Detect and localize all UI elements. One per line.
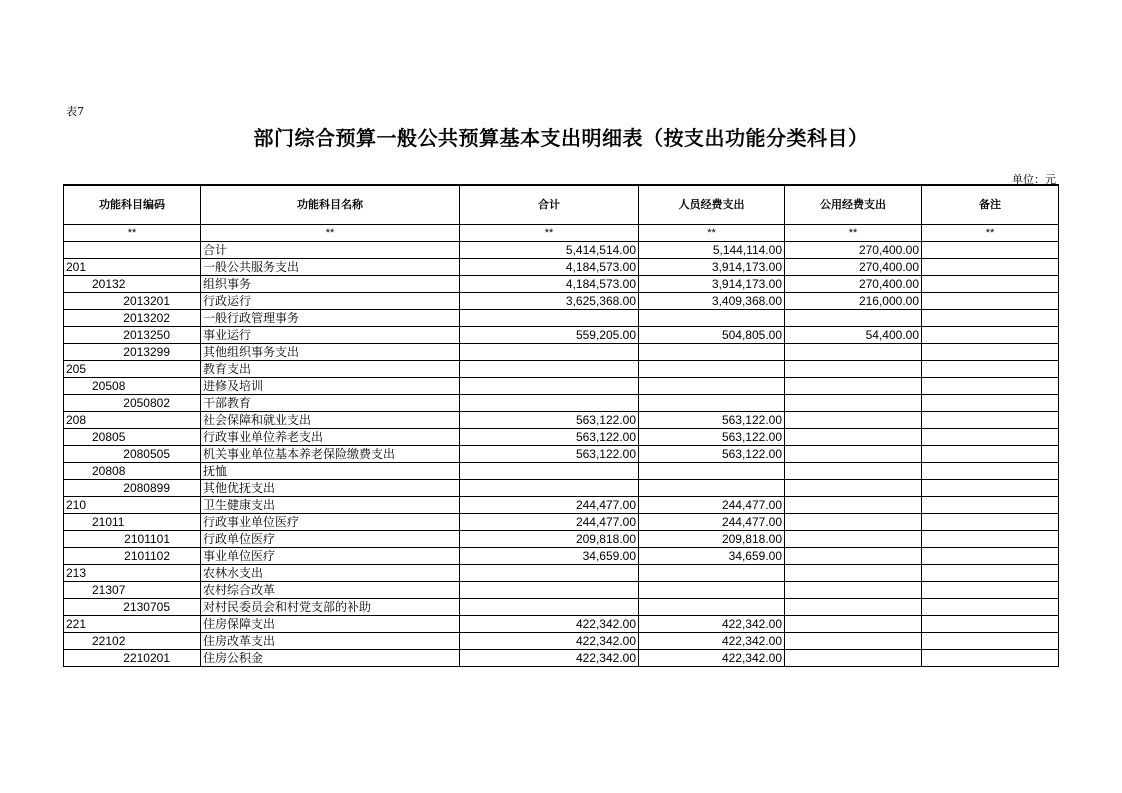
personnel-cell: 209,818.00 — [639, 531, 785, 548]
personnel-cell — [639, 565, 785, 582]
star-row — [64, 225, 1059, 242]
public-cell — [785, 599, 922, 616]
note-cell — [922, 446, 1059, 463]
public-cell — [785, 463, 922, 480]
code-cell: 2080899 — [64, 480, 201, 497]
table-row — [64, 378, 1059, 395]
code-cell: 21307 — [64, 582, 201, 599]
note-cell — [922, 616, 1059, 633]
table-row — [64, 259, 1059, 276]
code-cell: 2101101 — [64, 531, 201, 548]
star-cell: ** — [64, 225, 201, 242]
public-cell — [785, 548, 922, 565]
table-row — [64, 565, 1059, 582]
personnel-cell: 422,342.00 — [639, 633, 785, 650]
note-cell — [922, 548, 1059, 565]
personnel-cell: 563,122.00 — [639, 412, 785, 429]
note-cell — [922, 361, 1059, 378]
total-cell — [460, 395, 639, 412]
table-row — [64, 582, 1059, 599]
note-cell — [922, 310, 1059, 327]
total-cell — [460, 582, 639, 599]
public-cell — [785, 361, 922, 378]
header-personnel: 人员经费支出 — [639, 185, 785, 225]
personnel-cell: 3,409,368.00 — [639, 293, 785, 310]
personnel-cell: 3,914,173.00 — [639, 259, 785, 276]
personnel-cell — [639, 395, 785, 412]
total-cell: 34,659.00 — [460, 548, 639, 565]
code-cell: 2013201 — [64, 293, 201, 310]
personnel-cell — [639, 310, 785, 327]
note-cell — [922, 650, 1059, 667]
total-cell: 422,342.00 — [460, 616, 639, 633]
public-cell: 54,400.00 — [785, 327, 922, 344]
code-cell: 2013202 — [64, 310, 201, 327]
personnel-cell — [639, 378, 785, 395]
total-cell — [460, 378, 639, 395]
personnel-cell — [639, 599, 785, 616]
name-cell: 进修及培训 — [201, 378, 460, 395]
note-cell — [922, 242, 1059, 259]
table-row — [64, 616, 1059, 633]
public-cell — [785, 429, 922, 446]
name-cell: 农林水支出 — [201, 565, 460, 582]
name-cell: 行政运行 — [201, 293, 460, 310]
note-cell — [922, 497, 1059, 514]
table-row — [64, 599, 1059, 616]
personnel-cell — [639, 463, 785, 480]
name-cell: 教育支出 — [201, 361, 460, 378]
personnel-cell: 34,659.00 — [639, 548, 785, 565]
code-cell: 21011 — [64, 514, 201, 531]
total-cell — [460, 361, 639, 378]
table-row — [64, 480, 1059, 497]
note-cell — [922, 344, 1059, 361]
header-total: 合计 — [460, 185, 639, 225]
code-cell: 2013250 — [64, 327, 201, 344]
public-cell — [785, 616, 922, 633]
personnel-cell — [639, 344, 785, 361]
public-cell: 270,400.00 — [785, 259, 922, 276]
total-cell — [460, 463, 639, 480]
public-cell — [785, 480, 922, 497]
table-row — [64, 293, 1059, 310]
total-cell: 563,122.00 — [460, 446, 639, 463]
table-row — [64, 276, 1059, 293]
note-cell — [922, 514, 1059, 531]
table-row — [64, 429, 1059, 446]
name-cell: 卫生健康支出 — [201, 497, 460, 514]
public-cell — [785, 378, 922, 395]
note-cell — [922, 429, 1059, 446]
name-cell: 干部教育 — [201, 395, 460, 412]
note-cell — [922, 633, 1059, 650]
table-number-label: 表7 — [66, 105, 84, 118]
header-name: 功能科目名称 — [201, 185, 460, 225]
budget-table — [63, 184, 1059, 667]
table-row — [64, 395, 1059, 412]
code-cell: 205 — [64, 361, 201, 378]
table-row — [64, 361, 1059, 378]
name-cell: 机关事业单位基本养老保险缴费支出 — [201, 446, 460, 463]
total-cell — [460, 565, 639, 582]
name-cell: 住房公积金 — [201, 650, 460, 667]
page-title: 部门综合预算一般公共预算基本支出明细表（按支出功能分类科目） — [253, 126, 869, 150]
personnel-cell: 244,477.00 — [639, 514, 785, 531]
total-cell — [460, 599, 639, 616]
public-cell — [785, 514, 922, 531]
total-cell — [460, 344, 639, 361]
public-cell — [785, 497, 922, 514]
public-cell — [785, 633, 922, 650]
total-cell: 244,477.00 — [460, 497, 639, 514]
table-row — [64, 412, 1059, 429]
name-cell: 行政事业单位医疗 — [201, 514, 460, 531]
public-cell: 270,400.00 — [785, 242, 922, 259]
header-public: 公用经费支出 — [785, 185, 922, 225]
personnel-cell: 563,122.00 — [639, 429, 785, 446]
note-cell — [922, 599, 1059, 616]
code-cell: 20805 — [64, 429, 201, 446]
star-cell: ** — [201, 225, 460, 242]
total-cell: 3,625,368.00 — [460, 293, 639, 310]
star-cell: ** — [922, 225, 1059, 242]
note-cell — [922, 276, 1059, 293]
total-cell: 563,122.00 — [460, 429, 639, 446]
table-row — [64, 310, 1059, 327]
code-cell: 2013299 — [64, 344, 201, 361]
note-cell — [922, 565, 1059, 582]
note-cell — [922, 293, 1059, 310]
public-cell — [785, 650, 922, 667]
personnel-cell: 563,122.00 — [639, 446, 785, 463]
code-cell: 210 — [64, 497, 201, 514]
code-cell: 2210201 — [64, 650, 201, 667]
personnel-cell: 3,914,173.00 — [639, 276, 785, 293]
name-cell: 一般公共服务支出 — [201, 259, 460, 276]
code-cell — [64, 242, 201, 259]
personnel-cell: 422,342.00 — [639, 650, 785, 667]
name-cell: 抚恤 — [201, 463, 460, 480]
code-cell: 20132 — [64, 276, 201, 293]
header-code: 功能科目编码 — [64, 185, 201, 225]
total-cell — [460, 480, 639, 497]
name-cell: 住房保障支出 — [201, 616, 460, 633]
total-cell: 4,184,573.00 — [460, 276, 639, 293]
code-cell: 208 — [64, 412, 201, 429]
name-cell: 事业单位医疗 — [201, 548, 460, 565]
name-cell: 住房改革支出 — [201, 633, 460, 650]
total-cell: 5,414,514.00 — [460, 242, 639, 259]
name-cell: 农村综合改革 — [201, 582, 460, 599]
personnel-cell: 244,477.00 — [639, 497, 785, 514]
personnel-cell — [639, 361, 785, 378]
code-cell: 20508 — [64, 378, 201, 395]
note-cell — [922, 259, 1059, 276]
note-cell — [922, 531, 1059, 548]
note-cell — [922, 480, 1059, 497]
code-cell: 213 — [64, 565, 201, 582]
note-cell — [922, 582, 1059, 599]
name-cell: 其他优抚支出 — [201, 480, 460, 497]
name-cell: 行政单位医疗 — [201, 531, 460, 548]
public-cell — [785, 310, 922, 327]
name-cell: 对村民委员会和村党支部的补助 — [201, 599, 460, 616]
code-cell: 2080505 — [64, 446, 201, 463]
name-cell: 合计 — [201, 242, 460, 259]
total-cell: 559,205.00 — [460, 327, 639, 344]
table-row — [64, 514, 1059, 531]
public-cell — [785, 412, 922, 429]
name-cell: 其他组织事务支出 — [201, 344, 460, 361]
table-row — [64, 327, 1059, 344]
table-row — [64, 531, 1059, 548]
total-cell: 244,477.00 — [460, 514, 639, 531]
star-cell: ** — [639, 225, 785, 242]
public-cell — [785, 582, 922, 599]
total-cell — [460, 310, 639, 327]
table-row — [64, 497, 1059, 514]
code-cell: 20808 — [64, 463, 201, 480]
personnel-cell — [639, 480, 785, 497]
public-cell — [785, 531, 922, 548]
personnel-cell: 5,144,114.00 — [639, 242, 785, 259]
star-cell: ** — [785, 225, 922, 242]
public-cell: 216,000.00 — [785, 293, 922, 310]
note-cell — [922, 327, 1059, 344]
table-row — [64, 242, 1059, 259]
name-cell: 行政事业单位养老支出 — [201, 429, 460, 446]
code-cell: 2101102 — [64, 548, 201, 565]
personnel-cell — [639, 582, 785, 599]
table-row — [64, 650, 1059, 667]
code-cell: 221 — [64, 616, 201, 633]
table-row — [64, 633, 1059, 650]
table-row — [64, 446, 1059, 463]
header-note: 备注 — [922, 185, 1059, 225]
table-row — [64, 344, 1059, 361]
note-cell — [922, 463, 1059, 480]
header-row — [64, 185, 1059, 225]
total-cell: 209,818.00 — [460, 531, 639, 548]
code-cell: 2050802 — [64, 395, 201, 412]
name-cell: 社会保障和就业支出 — [201, 412, 460, 429]
personnel-cell: 504,805.00 — [639, 327, 785, 344]
total-cell: 563,122.00 — [460, 412, 639, 429]
total-cell: 422,342.00 — [460, 633, 639, 650]
star-cell: ** — [460, 225, 639, 242]
public-cell — [785, 446, 922, 463]
code-cell: 22102 — [64, 633, 201, 650]
note-cell — [922, 378, 1059, 395]
public-cell — [785, 395, 922, 412]
code-cell: 201 — [64, 259, 201, 276]
public-cell: 270,400.00 — [785, 276, 922, 293]
unit-label: 单位：元 — [1012, 173, 1056, 186]
public-cell — [785, 565, 922, 582]
personnel-cell: 422,342.00 — [639, 616, 785, 633]
public-cell — [785, 344, 922, 361]
name-cell: 一般行政管理事务 — [201, 310, 460, 327]
code-cell: 2130705 — [64, 599, 201, 616]
total-cell: 4,184,573.00 — [460, 259, 639, 276]
note-cell — [922, 395, 1059, 412]
name-cell: 组织事务 — [201, 276, 460, 293]
name-cell: 事业运行 — [201, 327, 460, 344]
table-row — [64, 463, 1059, 480]
note-cell — [922, 412, 1059, 429]
total-cell: 422,342.00 — [460, 650, 639, 667]
table-row — [64, 548, 1059, 565]
